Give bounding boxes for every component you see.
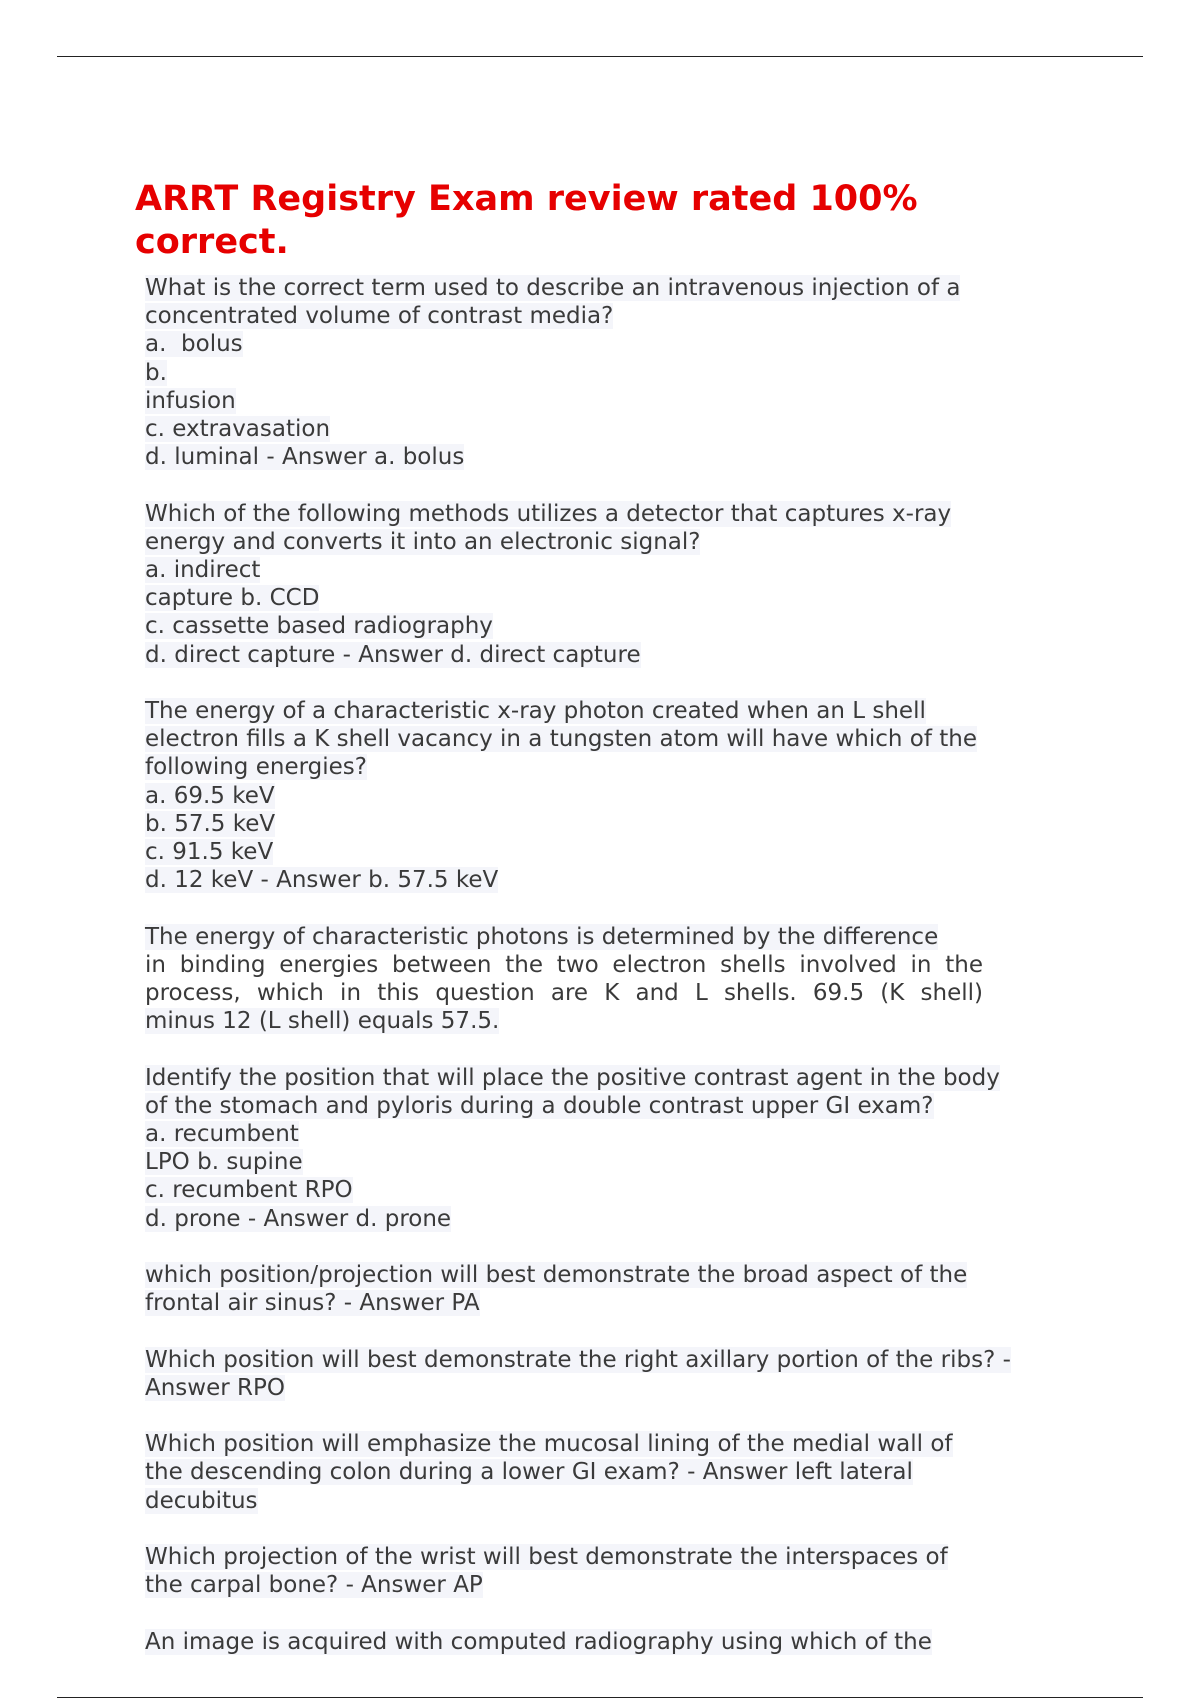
option-line: b. 57.5 keV	[145, 810, 276, 837]
question-block	[145, 1261, 1065, 1317]
question-line: which position/projection will best demonstrate the broad aspect of the	[145, 1262, 968, 1289]
question-line: Which position will best demonstrate the right axillary portion of the ribs? -	[145, 1346, 1011, 1373]
question-line: energy and converts it into an electronic signal?	[145, 528, 701, 555]
question-block	[145, 1346, 1065, 1402]
option-line: infusion	[145, 387, 236, 414]
question-block	[145, 1628, 1065, 1656]
question-block	[145, 1430, 1065, 1515]
question-line: The energy of a characteristic x-ray photon created when an L shell	[145, 698, 926, 725]
answer-line: frontal air sinus? - Answer PA	[145, 1290, 480, 1317]
question-line: Which position will emphasize the mucosal lining of the medial wall of	[145, 1431, 953, 1458]
option-line: c. 91.5 keV	[145, 839, 274, 866]
answer-line: Answer RPO	[145, 1374, 285, 1401]
option-line: a. recumbent	[145, 1121, 299, 1148]
question-block	[145, 1543, 1065, 1599]
option-line: c. cassette based radiography	[145, 613, 493, 640]
explanation-line: The energy of characteristic photons is determined by the difference	[145, 923, 939, 950]
question-line: the descending colon during a lower GI exam? - Answer left lateral	[145, 1459, 913, 1486]
option-line: c. extravasation	[145, 416, 331, 443]
option-line: capture b. CCD	[145, 585, 320, 612]
explanation-line: minus 12 (L shell) equals 57.5.	[145, 1008, 500, 1035]
answer-line: the carpal bone? - Answer AP	[145, 1572, 483, 1599]
header-rule	[57, 56, 1143, 57]
answer-line: d. luminal - Answer a. bolus	[145, 444, 465, 471]
explanation-line: process, which in this question are K and L shells. 69.5 (K shell)	[145, 980, 983, 1007]
answer-line: d. 12 keV - Answer b. 57.5 keV	[145, 867, 499, 894]
question-block	[145, 500, 1065, 669]
document-title: ARRT Registry Exam review rated 100% correct.	[135, 179, 918, 262]
option-line: b.	[145, 359, 167, 386]
question-line: Identify the position that will place the positive contrast agent in the body	[145, 1064, 1000, 1091]
option-line: a. 69.5 keV	[145, 782, 275, 809]
question-block	[145, 1064, 1065, 1233]
answer-line: d. prone - Answer d. prone	[145, 1205, 452, 1232]
option-line: a. indirect	[145, 557, 261, 584]
question-line: Which of the following methods utilizes a detector that captures x-ray	[145, 500, 952, 527]
footer-rule	[57, 1697, 1143, 1698]
question-line: Which projection of the wrist will best demonstrate the interspaces of	[145, 1544, 948, 1571]
question-line: What is the correct term used to describe an intravenous injection of a	[145, 275, 961, 301]
question-line: electron fills a K shell vacancy in a tungsten atom will have which of the	[145, 726, 977, 753]
question-block	[145, 697, 1065, 894]
question-block	[145, 274, 1065, 471]
option-line: a. bolus	[145, 331, 243, 358]
explanation-block	[145, 923, 1065, 1036]
option-line: LPO b. supine	[145, 1149, 303, 1176]
question-line: concentrated volume of contrast media?	[145, 303, 614, 330]
question-line: of the stomach and pyloris during a double contrast upper GI exam?	[145, 1092, 934, 1119]
explanation-line: in binding energies between the two electron shells involved in the	[145, 951, 983, 978]
answer-line: d. direct capture - Answer d. direct capture	[145, 641, 641, 668]
document-body	[145, 274, 1065, 1684]
option-line: c. recumbent RPO	[145, 1177, 353, 1204]
answer-line: decubitus	[145, 1487, 258, 1514]
question-line: following energies?	[145, 754, 367, 781]
question-line: An image is acquired with computed radiography using which of the	[145, 1628, 932, 1655]
